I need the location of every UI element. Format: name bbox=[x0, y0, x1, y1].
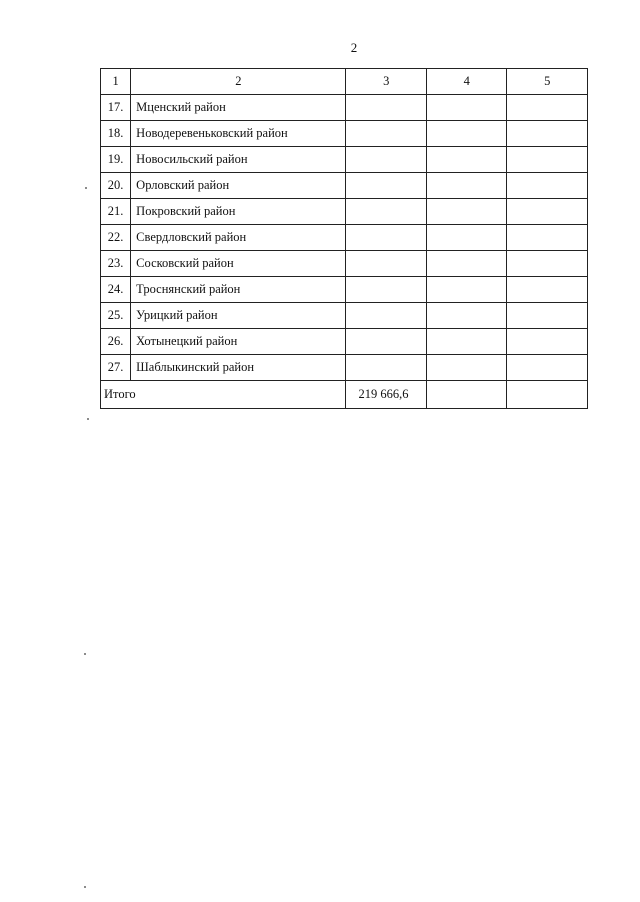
value-col-3 bbox=[346, 95, 426, 121]
header-cell-2: 2 bbox=[131, 69, 346, 95]
row-number: 24. bbox=[101, 277, 131, 303]
value-col-5 bbox=[507, 199, 588, 225]
header-cell-4: 4 bbox=[426, 69, 506, 95]
row-number: 21. bbox=[101, 199, 131, 225]
value-col-5 bbox=[507, 277, 588, 303]
header-row bbox=[101, 69, 588, 95]
page-number: 2 bbox=[350, 40, 358, 55]
district-name: Покровский район bbox=[131, 199, 346, 225]
value-col-4 bbox=[426, 251, 506, 277]
scan-speck bbox=[84, 653, 86, 655]
value-col-4 bbox=[426, 173, 506, 199]
table-row bbox=[101, 251, 588, 277]
total-value-col-5 bbox=[507, 381, 588, 409]
header-cell-1: 1 bbox=[101, 69, 131, 95]
value-col-3 bbox=[346, 147, 426, 173]
scan-speck bbox=[85, 187, 87, 189]
data-table bbox=[100, 68, 588, 409]
total-row bbox=[101, 381, 588, 409]
row-number: 22. bbox=[101, 225, 131, 251]
scan-speck bbox=[84, 886, 86, 888]
district-name: Шаблыкинский район bbox=[131, 355, 346, 381]
value-col-4 bbox=[426, 225, 506, 251]
value-col-4 bbox=[426, 199, 506, 225]
value-col-3 bbox=[346, 355, 426, 381]
total-label: Итого bbox=[101, 381, 346, 409]
value-col-5 bbox=[507, 303, 588, 329]
value-col-5 bbox=[507, 173, 588, 199]
table-row bbox=[101, 277, 588, 303]
scan-speck bbox=[87, 418, 89, 420]
row-number: 26. bbox=[101, 329, 131, 355]
table-row bbox=[101, 329, 588, 355]
district-name: Мценский район bbox=[131, 95, 346, 121]
district-name: Троснянский район bbox=[131, 277, 346, 303]
table-row bbox=[101, 95, 588, 121]
row-number: 19. bbox=[101, 147, 131, 173]
value-col-3 bbox=[346, 121, 426, 147]
district-name: Орловский район bbox=[131, 173, 346, 199]
district-name: Свердловский район bbox=[131, 225, 346, 251]
value-col-5 bbox=[507, 147, 588, 173]
total-value-col-4 bbox=[426, 381, 506, 409]
value-col-5 bbox=[507, 121, 588, 147]
value-col-5 bbox=[507, 95, 588, 121]
value-col-4 bbox=[426, 303, 506, 329]
district-name: Урицкий район bbox=[131, 303, 346, 329]
value-col-4 bbox=[426, 121, 506, 147]
row-number: 17. bbox=[101, 95, 131, 121]
value-col-5 bbox=[507, 225, 588, 251]
value-col-3 bbox=[346, 225, 426, 251]
district-name: Новосильский район bbox=[131, 147, 346, 173]
district-name: Хотынецкий район bbox=[131, 329, 346, 355]
header-cell-5: 5 bbox=[507, 69, 588, 95]
district-name: Новодеревеньковский район bbox=[131, 121, 346, 147]
value-col-3 bbox=[346, 199, 426, 225]
table-row bbox=[101, 225, 588, 251]
table-row bbox=[101, 199, 588, 225]
table-row bbox=[101, 121, 588, 147]
value-col-4 bbox=[426, 329, 506, 355]
row-number: 20. bbox=[101, 173, 131, 199]
total-value-col-3: 219 666,6 bbox=[346, 381, 426, 409]
value-col-4 bbox=[426, 355, 506, 381]
header-cell-3: 3 bbox=[346, 69, 426, 95]
district-name: Сосковский район bbox=[131, 251, 346, 277]
row-number: 18. bbox=[101, 121, 131, 147]
value-col-4 bbox=[426, 277, 506, 303]
value-col-3 bbox=[346, 173, 426, 199]
value-col-3 bbox=[346, 251, 426, 277]
value-col-4 bbox=[426, 147, 506, 173]
table-row bbox=[101, 147, 588, 173]
table-row bbox=[101, 355, 588, 381]
value-col-3 bbox=[346, 329, 426, 355]
value-col-5 bbox=[507, 355, 588, 381]
table-row bbox=[101, 173, 588, 199]
table-row bbox=[101, 303, 588, 329]
row-number: 27. bbox=[101, 355, 131, 381]
value-col-3 bbox=[346, 303, 426, 329]
row-number: 23. bbox=[101, 251, 131, 277]
value-col-4 bbox=[426, 95, 506, 121]
value-col-5 bbox=[507, 251, 588, 277]
value-col-5 bbox=[507, 329, 588, 355]
row-number: 25. bbox=[101, 303, 131, 329]
value-col-3 bbox=[346, 277, 426, 303]
